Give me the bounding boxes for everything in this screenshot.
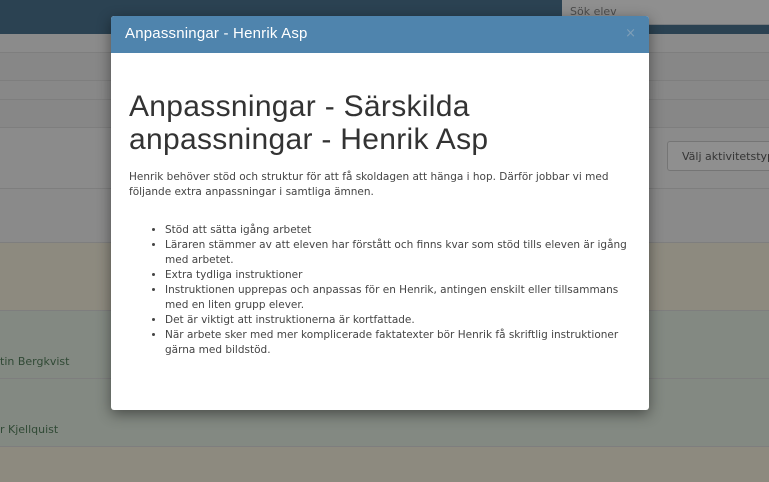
modal-body [111, 90, 649, 358]
page-title: Anpassningar - Särskilda anpassningar - Henrik Asp [129, 90, 489, 156]
intro-text: Henrik behöver stöd och struktur för att få skoldagen att hänga i hop. Därför jobbar vi med följande extra anpassningar i samtliga ämnen. [129, 171, 609, 198]
close-icon[interactable]: × [625, 26, 636, 41]
modal-title: Anpassningar - Henrik Asp [125, 25, 308, 42]
list-item: • Stöd att sätta igång arbetet [165, 223, 631, 238]
list-item: • Extra tydliga instruktioner [165, 268, 631, 283]
modal-header [111, 16, 649, 53]
adaptations-modal [111, 16, 649, 410]
list-item: • Läraren stämmer av att eleven har förstått och finns kvar som stöd tills eleven är igång med arbetet. [165, 238, 631, 268]
list-item: • Det är viktigt att instruktionerna är kortfattade. [165, 313, 631, 328]
list-item: • När arbete sker med mer komplicerade faktatexter bör Henrik få skriftlig instruktioner gärna med bildstöd. [165, 328, 631, 358]
list-item: • Instruktionen upprepas och anpassas för en Henrik, antingen enskilt eller tillsammans med en liten grupp elever. [165, 283, 631, 313]
adaptations-list [129, 223, 631, 358]
